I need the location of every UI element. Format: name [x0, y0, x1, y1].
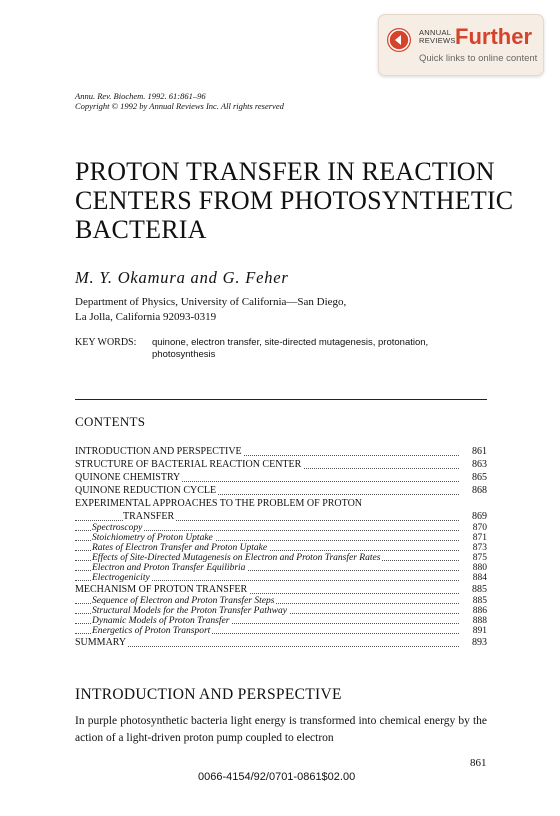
toc-entry-page: 886: [470, 606, 487, 616]
article-title: PROTON TRANSFER IN REACTION CENTERS FROM PHOTOSYNTHETIC BACTERIA: [75, 157, 514, 244]
toc-entry[interactable]: [75, 553, 487, 563]
toc-entry-title: QUINONE REDUCTION CYCLE: [75, 485, 217, 496]
section-divider: [75, 399, 487, 400]
toc-entry-title: Energetics of Proton Transport: [92, 626, 211, 636]
toc-entry-page: 891: [470, 626, 487, 636]
toc-entry[interactable]: [75, 510, 487, 523]
affiliation: Department of Physics, University of California—San Diego, La Jolla, California 92093-0319: [75, 296, 347, 323]
toc-entry-title: Stoichiometry of Proton Uptake: [92, 533, 213, 543]
toc-entry-page: 875: [470, 553, 487, 563]
further-links-badge[interactable]: [378, 14, 544, 76]
toc-entry-title: INTRODUCTION AND PERSPECTIVE: [75, 446, 242, 457]
toc-entry-title: MECHANISM OF PROTON TRANSFER: [75, 584, 248, 595]
toc-entry[interactable]: [75, 596, 487, 606]
toc-entry-title: Effects of Site-Directed Mutagenesis on Electron and Proton Transfer Rates: [92, 553, 381, 563]
introduction-heading: INTRODUCTION AND PERSPECTIVE: [75, 686, 342, 703]
toc-entry-title: Dynamic Models of Proton Transfer: [92, 616, 230, 626]
toc-entry-title: SUMMARY: [75, 637, 127, 648]
badge-annual-reviews-text: ANNUAL REVIEWS: [419, 28, 456, 45]
annual-reviews-logo-icon: [387, 28, 411, 52]
toc-entry[interactable]: [75, 445, 487, 458]
toc-entry-page: 865: [469, 471, 487, 484]
toc-leader-dots: [75, 646, 459, 647]
toc-entry[interactable]: [75, 606, 487, 616]
toc-entry[interactable]: [75, 583, 487, 596]
toc-entry[interactable]: [75, 636, 487, 649]
badge-subtitle: Quick links to online content: [419, 53, 538, 64]
toc-entry-page: 868: [469, 484, 487, 497]
toc-entry[interactable]: [75, 543, 487, 553]
body-paragraph: In purple photosynthetic bacteria light energy is transformed into chemical energy by the action of a light-driven proton pump coupled to electron: [75, 715, 487, 744]
toc-entry-page: 871: [470, 533, 487, 543]
toc-entry-title: Structural Models for the Proton Transfer Pathway: [92, 606, 287, 616]
toc-entry-title: Sequence of Electron and Proton Transfer Steps: [92, 596, 275, 606]
price-code: 0066-4154/92/0701-0861$02.00: [198, 771, 356, 783]
toc-entry-title: EXPERIMENTAL APPROACHES TO THE PROBLEM OF PROTON: [75, 498, 363, 509]
toc-entry-title: Rates of Electron Transfer and Proton Uptake: [92, 543, 268, 553]
toc-entry-page: 861: [469, 445, 487, 458]
toc-entry-page: 863: [469, 458, 487, 471]
toc-entry-page: 870: [470, 523, 487, 533]
keywords-label: KEY WORDS:: [75, 337, 137, 348]
toc-entry-page: 880: [470, 563, 487, 573]
toc-entry-title: Electron and Proton Transfer Equilibria: [92, 563, 246, 573]
toc-entry[interactable]: [75, 471, 487, 484]
citation-journal: Annu. Rev. Biochem. 1992. 61:861–96: [75, 91, 206, 101]
toc-entry-title: STRUCTURE OF BACTERIAL REACTION CENTER: [75, 459, 302, 470]
keywords-text: quinone, electron transfer, site-directed mutagenesis, protonation, photosynthesis: [152, 337, 429, 360]
toc-entry-page: 893: [469, 636, 487, 649]
toc-entry-page: 888: [470, 616, 487, 626]
toc-entry-page: 873: [470, 543, 487, 553]
table-of-contents: [75, 445, 487, 649]
toc-entry-page: 885: [469, 583, 487, 596]
toc-entry[interactable]: [75, 626, 487, 636]
toc-entry[interactable]: [75, 533, 487, 543]
toc-entry[interactable]: [75, 563, 487, 573]
authors: M. Y. Okamura and G. Feher: [75, 268, 289, 287]
toc-entry[interactable]: [75, 573, 487, 583]
toc-entry-page: 885: [470, 596, 487, 606]
toc-entry-title: Electrogenicity: [92, 573, 150, 583]
toc-entry[interactable]: [75, 616, 487, 626]
toc-entry[interactable]: [75, 497, 487, 510]
toc-entry[interactable]: [75, 484, 487, 497]
contents-heading: CONTENTS: [75, 414, 146, 429]
badge-further-label: Further: [455, 24, 532, 49]
toc-entry[interactable]: [75, 458, 487, 471]
toc-entry[interactable]: [75, 523, 487, 533]
toc-entry-title: QUINONE CHEMISTRY: [75, 472, 181, 483]
toc-entry-page: 884: [470, 573, 487, 583]
citation: [75, 91, 284, 111]
toc-entry-page: 869: [469, 510, 487, 523]
page-number: 861: [470, 757, 487, 769]
toc-entry-title: Spectroscopy: [92, 523, 143, 533]
toc-entry-title: TRANSFER: [123, 511, 175, 522]
citation-copyright: Copyright © 1992 by Annual Reviews Inc. All rights reserved: [75, 101, 284, 111]
